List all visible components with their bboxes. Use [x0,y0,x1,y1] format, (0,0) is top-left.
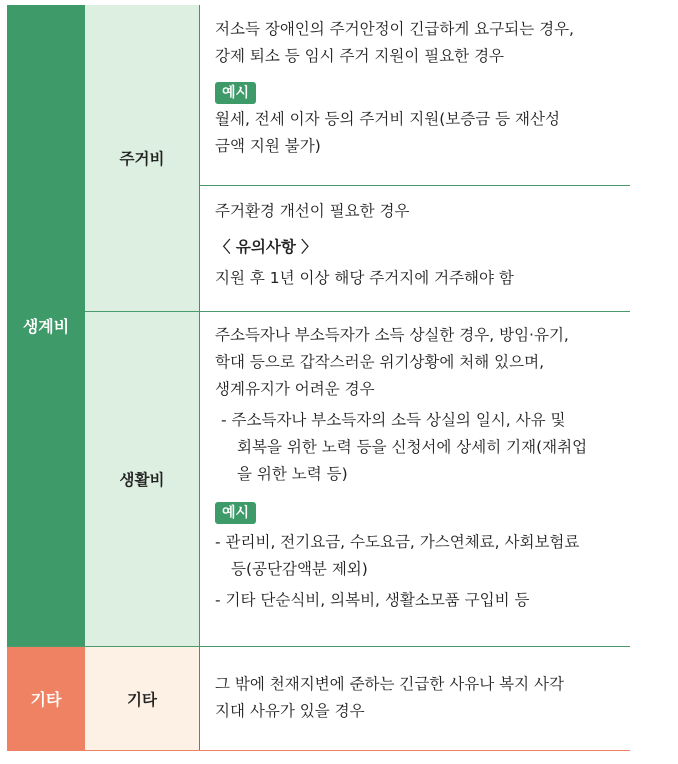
living-line-2: 학대 등으로 갑작스러운 위기상황에 처해 있으며, [215,353,545,371]
note-text: 지원 후 1년 이상 해당 주거지에 거주해야 함 [215,269,514,287]
category-living-cell [7,5,85,646]
example-badge: 예시 [215,502,256,524]
living-sub-1: - 주소득자나 부소득자의 소득 상실의 일시, 사유 및 [221,411,566,429]
support-criteria-table [7,5,630,751]
living-example-2: - 기타 단순식비, 의복비, 생활소모품 구입비 등 [215,591,530,609]
row-divider [7,646,630,647]
subcategory-other-label: 기타 [127,691,157,709]
housing-improvement-line: 주거환경 개선이 필요한 경우 [215,202,410,220]
living-sub-3: 을 위한 노력 등) [237,465,348,483]
subcategory-living-cost-label: 생활비 [119,471,165,489]
housing-line-1: 저소득 장애인의 주거안정이 긴급하게 요구되는 경우, [215,20,574,38]
category-other-label: 기타 [30,690,62,709]
housing-example-1: 월세, 전세 이자 등의 주거비 지원(보증금 등 재산성 [215,110,560,128]
living-example-1a: - 관리비, 전기요금, 수도요금, 가스연체료, 사회보험료 [215,533,580,551]
subcategory-housing-label: 주거비 [119,150,165,168]
living-sub-2: 회복을 위한 노력 등을 신청서에 상세히 기재(재취업 [237,438,588,456]
note-title: 〈 유의사항 〉 [215,238,317,256]
example-badge: 예시 [215,82,256,104]
table-bottom-border [7,750,630,751]
category-living-label: 생계비 [22,317,70,336]
category-other-cell [7,646,85,751]
subcategory-housing-cell [85,5,199,311]
housing-description-1 [200,16,630,160]
row-divider [200,185,630,186]
housing-description-2 [200,198,630,292]
living-line-3: 생계유지가 어려운 경우 [215,380,375,398]
other-description [200,671,630,725]
subcategory-living-cost-cell [85,312,199,646]
other-line-2: 지대 사유가 있을 경우 [215,702,365,720]
living-example-1b: 등(공단감액분 제외) [231,560,368,578]
housing-line-2: 강제 퇴소 등 임시 주거 지원이 필요한 경우 [215,47,505,65]
other-line-1: 그 밖에 천재지변에 준하는 긴급한 사유나 복지 사각 [215,675,564,693]
living-line-1: 주소득자나 부소득자가 소득 상실한 경우, 방임·유기, [215,326,569,344]
housing-example-2: 금액 지원 불가) [215,137,321,155]
row-divider [85,311,630,312]
living-cost-description [200,322,630,614]
subcategory-other-cell [85,647,199,751]
